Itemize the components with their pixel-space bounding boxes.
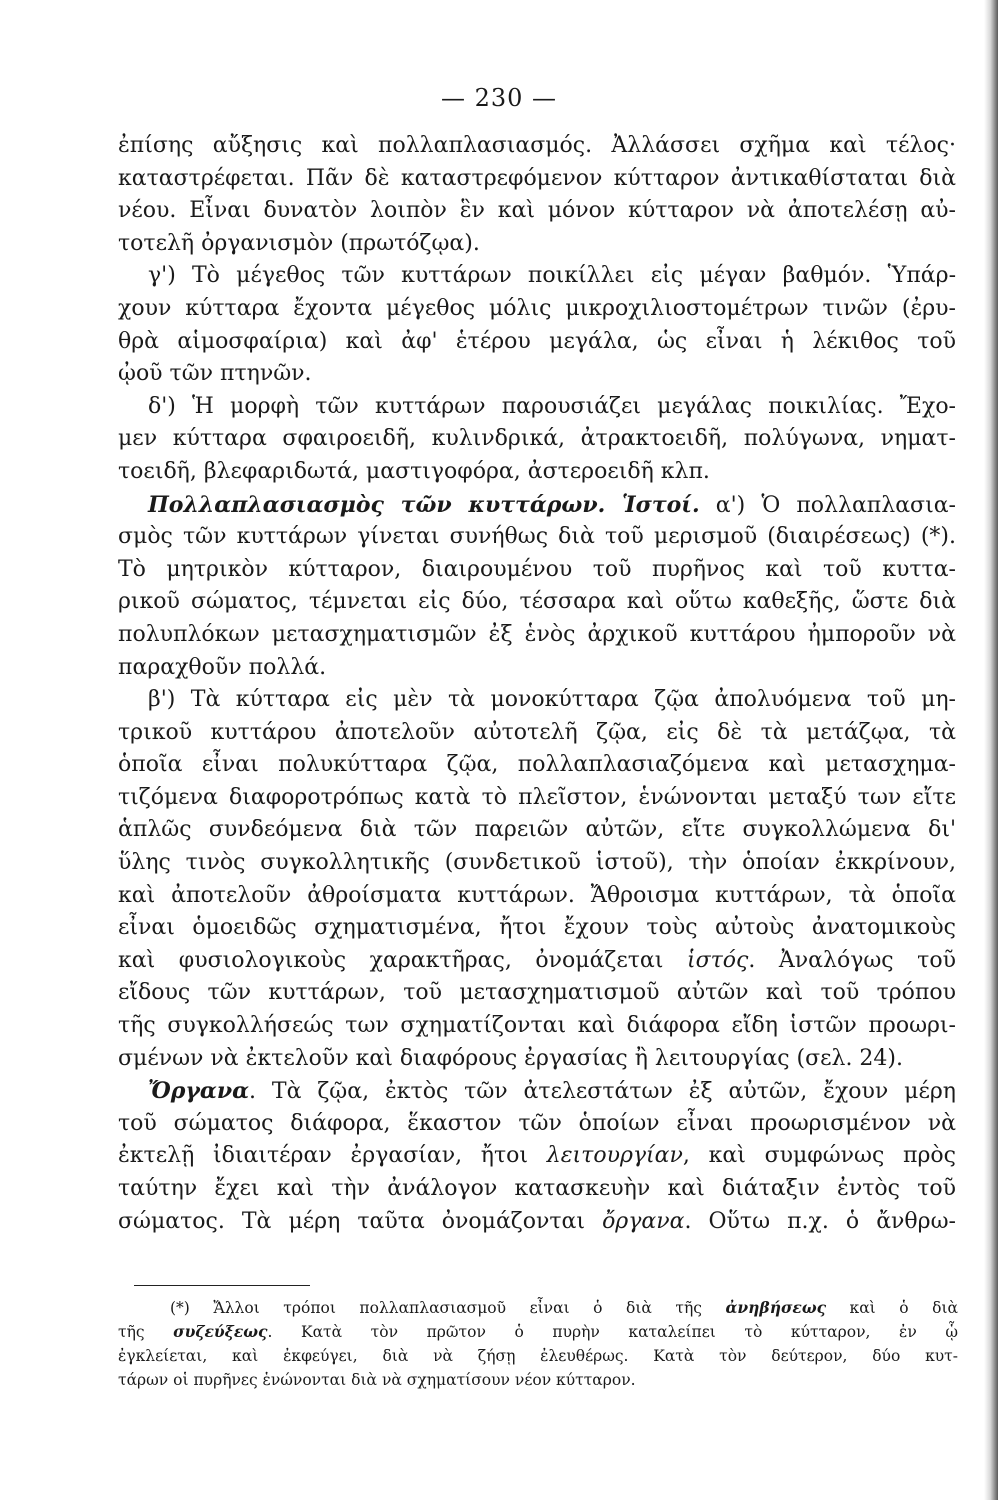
text-line: Τὸ μητρικὸν κύτταρον, διαιρουμένου τοῦ πυρῆνος καὶ τοῦ κυττα- bbox=[118, 556, 956, 582]
text-run: καὶ φυσιολογικοὺς χαρακτῆρας, ὀνομάζεται bbox=[118, 947, 664, 973]
text-run: . Κατὰ τὸν πρῶτον ὁ πυρὴν καταλείπει τὸ κύτταρον, ἐν ᾧ bbox=[267, 1323, 958, 1341]
text-run: ἐκτελῇ ἰδιαιτέραν ἐργασίαν, ἤτοι bbox=[118, 1143, 529, 1169]
italic-term: συζεύξεως bbox=[173, 1322, 268, 1341]
text-run: . Τὰ ζῷα, ἐκτὸς τῶν ἀτελεστάτων ἐξ αὐτῶν, ἔχουν μέρη bbox=[249, 1079, 956, 1105]
text-line: τοειδῆ, βλεφαριδωτά, μαστιγοφόρα, ἀστεροειδῆ κλπ. bbox=[118, 458, 710, 484]
text-line: ταύτην ἔχει καὶ τὴν ἀνάλογον κατασκευὴν καὶ διάταξιν ἐντὸς τοῦ bbox=[118, 1176, 956, 1201]
text-line: θρὰ αἱμοσφαίρια) καὶ ἀφ' ἑτέρου μεγάλα, ὡς εἶναι ἡ λέκιθος τοῦ bbox=[118, 328, 956, 354]
text-line: ὕλης τινὸς συγκολλητικῆς (συνδετικοῦ ἱστοῦ), τὴν ὁποίαν ἐκκρίνουν, bbox=[118, 850, 956, 876]
italic-term: ἀνηβήσεως bbox=[725, 1298, 827, 1317]
footnote-rule bbox=[134, 1285, 310, 1286]
text-line bbox=[118, 1075, 956, 1108]
text-line: καὶ ἀποτελοῦν ἀθροίσματα κυττάρων. Ἄθροισμα κυττάρων, τὰ ὁποῖα bbox=[118, 882, 956, 908]
italic-term: ἱστός bbox=[686, 947, 749, 973]
text-line: τιζόμενα διαφοροτρόπως κατὰ τὸ πλεῖστον, ἑνώνονται μεταξύ των εἴτε bbox=[118, 784, 956, 810]
footnote-line: ἐγκλείεται, καὶ ἐκφεύγει, διὰ νὰ ζήσῃ ἐλευθέρως. Κατὰ τὸν δεύτερον, δύο κυτ- bbox=[118, 1347, 958, 1365]
text-run: , καὶ συμφώνως πρὸς bbox=[682, 1143, 956, 1169]
footnotes bbox=[118, 1296, 958, 1392]
text-line: ᾠοῦ τῶν πτηνῶν. bbox=[118, 361, 312, 387]
text-line: σμὸς τῶν κυττάρων γίνεται συνήθως διὰ τοῦ μερισμοῦ (διαιρέσεως) (*). bbox=[118, 524, 956, 550]
section-heading: Ὄργανα bbox=[148, 1078, 250, 1105]
italic-term: λειτουργίαν bbox=[546, 1143, 683, 1169]
body-text bbox=[118, 130, 956, 1238]
page-edge-shadow bbox=[984, 0, 998, 1500]
text-line: εἶναι ὁμοειδῶς σχηματισμένα, ἤτοι ἔχουν τοὺς αὐτοὺς ἀνατομικοὺς bbox=[118, 915, 956, 941]
text-line: τρικοῦ κυττάρου ἀποτελοῦν αὐτοτελῆ ζῷα, εἰς δὲ τὰ μετάζῳα, τὰ bbox=[118, 719, 956, 745]
text-line: νέου. Εἶναι δυνατὸν λοιπὸν ἓν καὶ μόνον κύτταρον νὰ ἀποτελέσῃ αὐ- bbox=[118, 198, 956, 224]
italic-term: ὄργανα bbox=[602, 1208, 685, 1234]
text-run: . Ἀναλόγως τοῦ bbox=[748, 947, 956, 973]
text-line: παραχθοῦν πολλά. bbox=[118, 654, 327, 680]
text-run: τῆς bbox=[118, 1323, 145, 1341]
footnote-line bbox=[118, 1320, 958, 1344]
text-line: μεν κύτταρα σφαιροειδῆ, κυλινδρικά, ἀτρακτοειδῆ, πολύγωνα, νηματ- bbox=[118, 426, 956, 452]
text-line: δ') Ἡ μορφὴ τῶν κυττάρων παρουσιάζει μεγάλας ποικιλίας. Ἔχο- bbox=[148, 393, 956, 419]
text-line: τοτελῆ ὀργανισμὸν (πρωτόζῳα). bbox=[118, 230, 480, 256]
text-run: . Οὕτω π.χ. ὁ ἄνθρω- bbox=[684, 1208, 956, 1234]
text-line: β') Τὰ κύτταρα εἰς μὲν τὰ μονοκύτταρα ζῷα ἀπολυόμενα τοῦ μη- bbox=[148, 687, 956, 713]
text-line: τοῦ σώματος διάφορα, ἕκαστον τῶν ὁποίων εἶναι προωρισμένον νὰ bbox=[118, 1110, 956, 1136]
text-line bbox=[118, 945, 956, 978]
text-line: καταστρέφεται. Πᾶν δὲ καταστρεφόμενον κύτταρον ἀντικαθίσταται διὰ bbox=[118, 165, 956, 191]
text-line: ρικοῦ σώματος, τέμνεται εἰς δύο, τέσσαρα καὶ οὕτω καθεξῆς, ὥστε διὰ bbox=[118, 589, 956, 615]
section-heading: Πολλαπλασιασμὸς τῶν κυττάρων. Ἱστοί. bbox=[148, 491, 700, 518]
footnote-line: τάρων οἱ πυρῆνες ἑνώνονται διὰ νὰ σχηματίσουν νέον κύτταρον. bbox=[118, 1371, 636, 1389]
text-run: σώματος. Τὰ μέρη ταῦτα ὀνομάζονται bbox=[118, 1208, 586, 1234]
text-run: καὶ ὁ διὰ bbox=[849, 1299, 958, 1317]
text-line: ἁπλῶς συνδεόμενα διὰ τῶν παρειῶν αὐτῶν, εἴτε συγκολλώμενα δι' bbox=[118, 817, 956, 843]
page-number: — 230 — bbox=[440, 84, 558, 112]
text-line: χουν κύτταρα ἔχοντα μέγεθος μόλις μικροχιλιοστομέτρων τινῶν (ἐρυ- bbox=[118, 295, 956, 321]
text-run: α') Ὁ πολλαπλασια- bbox=[715, 492, 956, 518]
footnote-line bbox=[118, 1296, 958, 1320]
text-line: σμένων νὰ ἐκτελοῦν καὶ διαφόρους ἐργασίας ἢ λειτουργίας (σελ. 24). bbox=[118, 1045, 904, 1071]
text-line bbox=[118, 489, 956, 522]
text-line bbox=[118, 1140, 956, 1173]
text-line: ἐπίσης αὔξησις καὶ πολλαπλασιασμός. Ἀλλάσσει σχῆμα καὶ τέλος· bbox=[118, 133, 956, 158]
text-line: εἴδους τῶν κυττάρων, τοῦ μετασχηματισμοῦ αὐτῶν καὶ τοῦ τρόπου bbox=[118, 980, 956, 1006]
text-line: ὁποῖα εἶναι πολυκύτταρα ζῷα, πολλαπλασιαζόμενα καὶ μετασχημα- bbox=[118, 752, 956, 778]
text-line: γ') Τὸ μέγεθος τῶν κυττάρων ποικίλλει εἰς μέγαν βαθμόν. Ὑπάρ- bbox=[148, 263, 956, 289]
text-line bbox=[118, 1206, 956, 1239]
text-line: πολυπλόκων μετασχηματισμῶν ἐξ ἑνὸς ἀρχικοῦ κυττάρου ἠμποροῦν νὰ bbox=[118, 621, 956, 647]
text-line: τῆς συγκολλήσεώς των σχηματίζονται καὶ διάφορα εἴδη ἱστῶν προωρι- bbox=[118, 1013, 956, 1039]
text-run: (*) Ἄλλοι τρόποι πολλαπλασιασμοῦ εἶναι ὁ διὰ τῆς bbox=[170, 1299, 702, 1317]
